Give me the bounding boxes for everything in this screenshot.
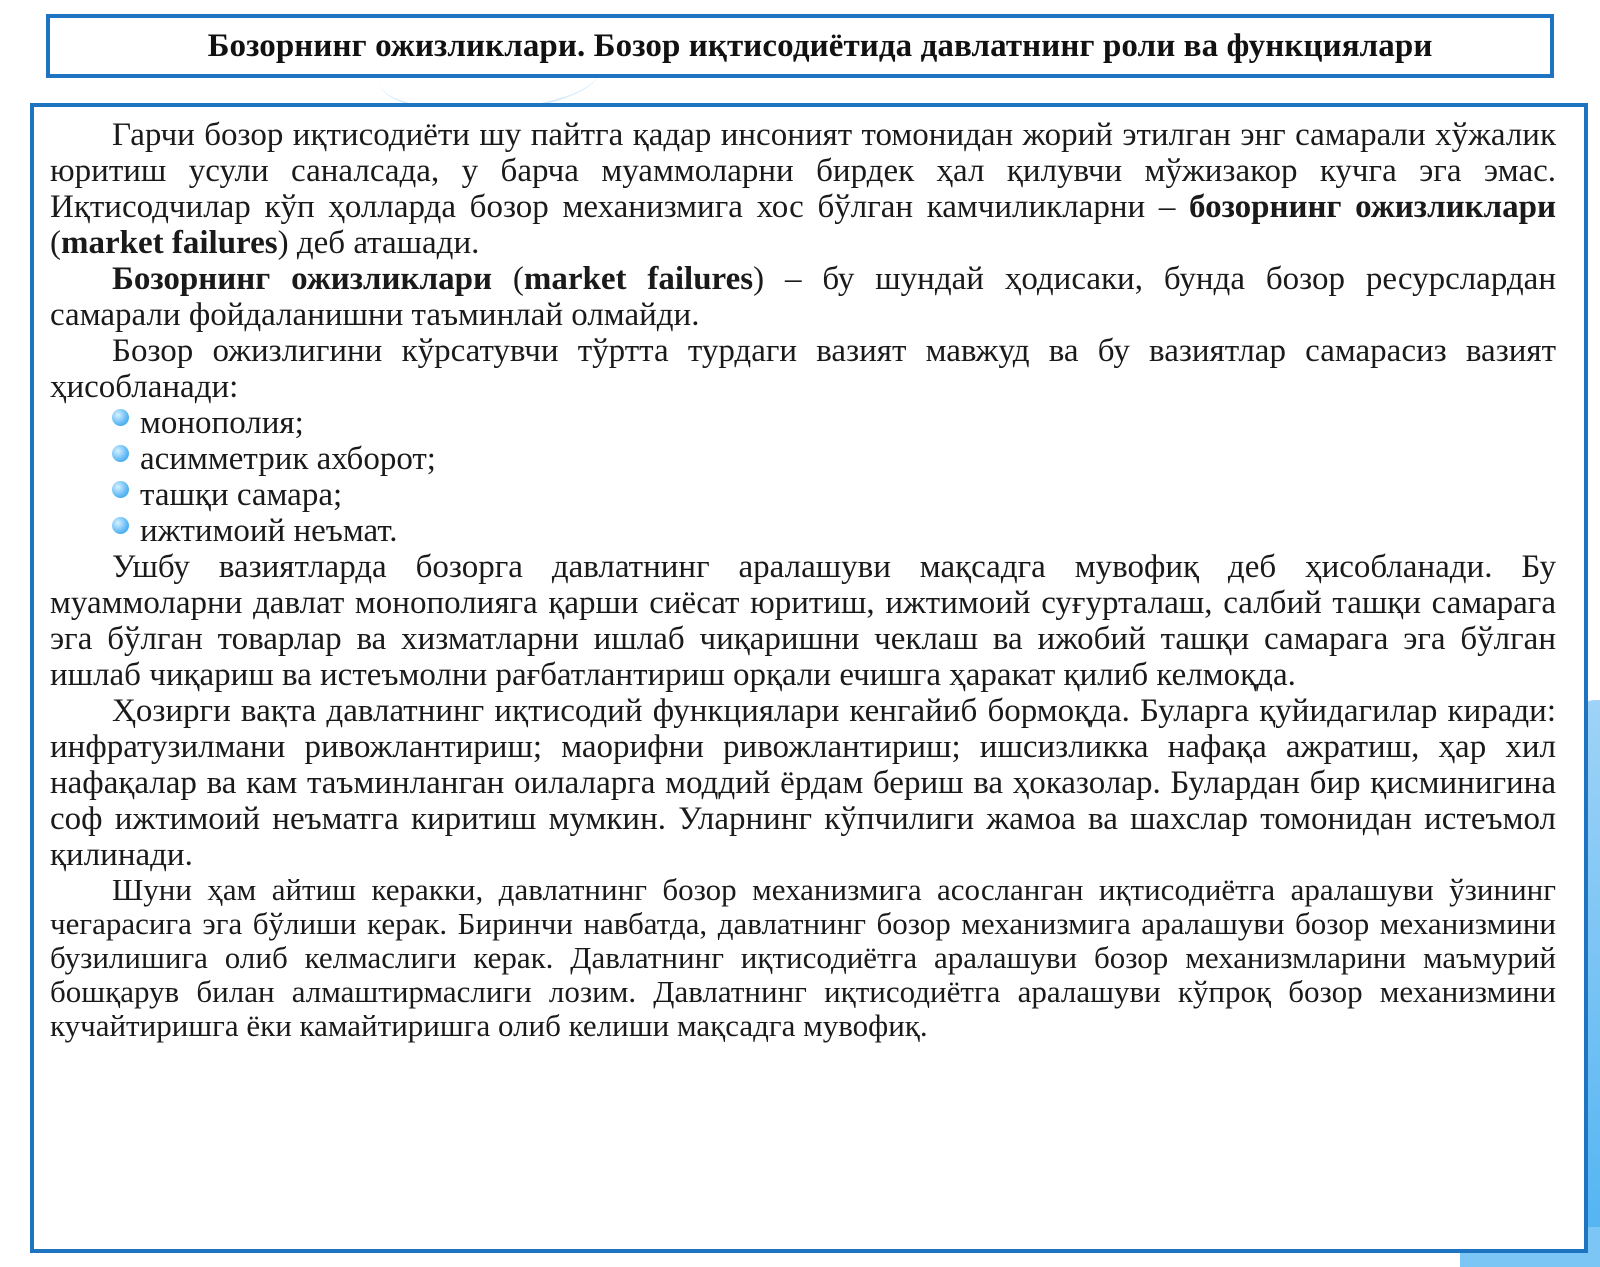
bullet-dot-icon: [112, 409, 129, 426]
bullet-dot-icon: [112, 445, 129, 462]
list-item: [112, 477, 1556, 513]
bullet-list: [50, 405, 1556, 549]
term-market-failures-en: market failures: [61, 225, 278, 261]
bullet-dot-icon: [112, 481, 129, 498]
paragraph-limits: Шуни ҳам айтиш керакки, давлатнинг бозор механизмига асосланган иқтисодиётга аралашуви ўзининг чегарасига эга бўлиши керак. Биринчи навбатда, давлатнинг бозор механизмига аралашуви бозор механизмини бузилишига олиб келмаслиги керак. Давлатнинг иқтисодиётга аралашуви бозор механизмларини маъмурий бошқарув билан алмаштирмаслиги лозим. Давлатнинг иқтисодиётга аралашуви кўпроқ бозор механизмини кучайтиришга ёки камайтиришга олиб келиши мақсадга мувофиқ.: [50, 872, 1556, 1043]
list-item: [112, 441, 1556, 477]
paragraph-intro-text-3: ) деб аташади.: [277, 225, 480, 261]
title-frame: [46, 14, 1554, 78]
paragraph-intervention: Ушбу вазиятларда бозорга давлатнинг аралашуви мақсадга мувофиқ деб ҳисобланади. Бу муаммоларни давлат монополияга қарши сиёсат юритиш, ижтимоий суғурталаш, салбий ташқи самарага эга бўлган товарлар ва хизматларни ишлаб чиқаришни чеклаш ва ижобий ташқи самарага эга бўлган ишлаб чиқариш ва истеъмолни рағбатлантириш орқали ечишга ҳаракат қилиб келмоқда.: [50, 549, 1556, 693]
definition-term-uz: Бозорнинг ожизликлари: [112, 261, 492, 297]
paragraph-intro-text-2: (: [50, 225, 61, 261]
term-market-failures-uz: бозорнинг ожизликлари: [1189, 189, 1556, 225]
bullet-dot-icon: [112, 517, 129, 534]
content-frame: [30, 103, 1588, 1253]
paragraph-intro-text: Гарчи бозор иқтисодиёти шу пайтга қадар инсоният томонидан жорий этилган энг самарали хўжалик юритиш усули саналсада, у барча муаммоларни бирдек ҳал қилувчи мўжизакор кучга эга эмас. Иқтисодчилар кўп ҳолларда бозор механизмига хос бўлган камчиликларни –: [50, 117, 1556, 225]
paragraph-definition: [50, 261, 1556, 333]
paragraph-intro: [50, 117, 1556, 261]
paragraph-functions: Ҳозирги вақта давлатнинг иқтисодий функциялари кенгайиб бормоқда. Буларга қуйидагилар киради: инфратузилмани ривожлантириш; маорифни ривожлантириш; ишсизликка нафақа ажратиш, ҳар хил нафақалар ва кам таъминланган оилаларга моддий ёрдам бериш ва ҳоказолар. Булардан бир қисминигина соф ижтимоий неъматга киритиш мумкин. Уларнинг кўпчилиги жамоа ва шахслар томонидан истеъмол қилинади.: [50, 693, 1556, 873]
definition-text-2: ) – бу шундай ҳодисаки, бунда бозор ресурслардан самарали фойдаланишни таъминлай олмайди.: [50, 261, 1556, 333]
definition-text: (: [491, 261, 524, 297]
definition-term-en: market failures: [523, 261, 754, 297]
paragraph-situations: Бозор ожизлигини кўрсатувчи тўртта турдаги вазият мавжуд ва бу вазиятлар самарасиз вазият ҳисобланади:: [50, 333, 1556, 405]
list-item-label: монополия;: [140, 405, 304, 441]
list-item-label: асимметрик ахборот;: [140, 441, 436, 477]
list-item-label: ташқи самара;: [140, 477, 343, 513]
list-item: [112, 405, 1556, 441]
list-item-label: ижтимоий неъмат.: [140, 513, 398, 549]
page-title: Бозорнинг ожизликлари. Бозор иқтисодиётида давлатнинг роли ва функциялари: [207, 27, 1433, 64]
list-item: [112, 513, 1556, 549]
